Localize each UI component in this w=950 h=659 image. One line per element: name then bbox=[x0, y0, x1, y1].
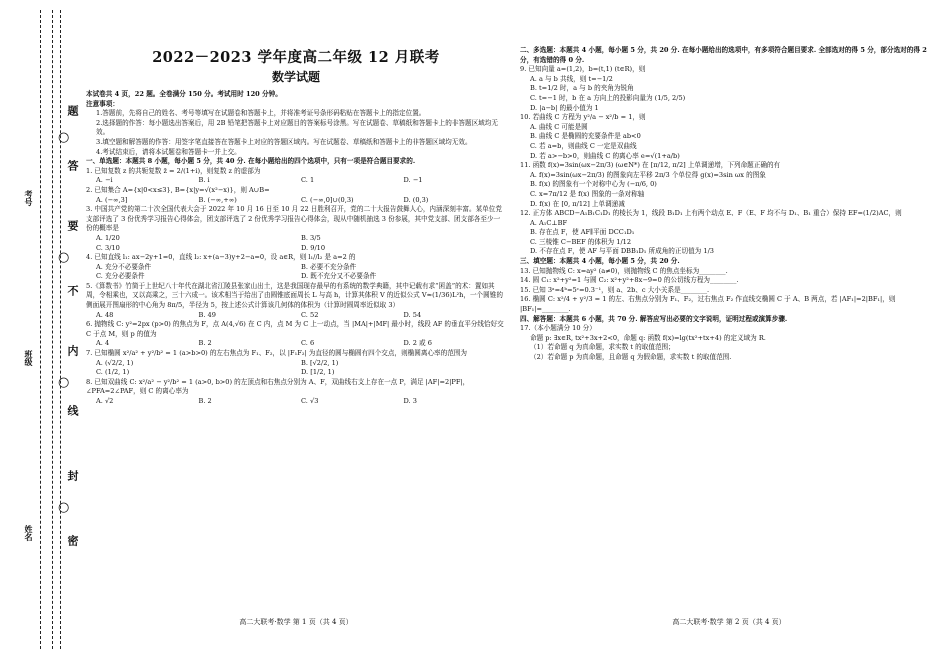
question-3: 3. 中国共产党的第二十次全国代表大会于 2022 年 10 月 16 日至 10 月 22 日胜利召开，党的二十大报告鼓舞人心，内涵深刻丰富。某单位党支部评选了 3 份优秀学习报告心得体会，团支部评选了 2 份优秀学习报告心得体会，现从中随机抽选 3 份参展，其中党支部、团支部各至少一份的概率是 bbox=[86, 205, 502, 233]
option: B. 2 bbox=[198, 397, 212, 405]
question-17-part: （1）若命题 q 为真命题，求实数 t 的取值范围； bbox=[530, 343, 675, 352]
notice-item: 1.答题前，先将自己的姓名、考号等填写在试题卷和答题卡上，并将准考证号条形码粘贴在答题卡上的指定位置。 bbox=[96, 109, 426, 118]
section-2-heading: 二、多选题：本题共 4 小题，每小题 5 分，共 20 分. 在每小题给出的选项中，有多项符合题目要求. 全部选对的得 5 分，部分选对的得 2 分，有选错的得 0 分. bbox=[520, 46, 927, 64]
option: A. 4 bbox=[96, 339, 110, 348]
option: A. 曲线 C 可能是圆 bbox=[530, 122, 588, 131]
question-17-part: （2）若命题 p 为真命题，且命题 q 为假命题，求实数 t 的取值范围. bbox=[530, 353, 732, 361]
option: D. 9/10 bbox=[301, 243, 326, 252]
option: B. 2 bbox=[198, 339, 212, 348]
option: C. 3/10 bbox=[96, 243, 120, 252]
field-line bbox=[40, 10, 41, 649]
id-field-label: 考号 bbox=[24, 190, 34, 206]
option: C. (1/2, 1) bbox=[96, 368, 130, 377]
name-field-label: 姓名 bbox=[24, 525, 34, 541]
options-7a bbox=[86, 359, 506, 369]
options-1 bbox=[86, 176, 506, 186]
option: B. 存在点 F，使 AF∥平面 DCC₁D₁ bbox=[530, 228, 635, 237]
page-2 bbox=[520, 0, 938, 363]
seal-line bbox=[52, 10, 53, 649]
option: D. f(x) 在 [0, π/12] 上单调递减 bbox=[530, 199, 625, 208]
options-4b bbox=[86, 272, 506, 282]
option: B. f(x) 的图象有一个对称中心为 (−π/6, 0) bbox=[530, 180, 657, 189]
mark-0: 题 bbox=[66, 105, 79, 116]
question-6: 6. 抛物线 C: y²=2px (p>0) 的焦点为 F，点 A(4,√6) 在 C 内，点 M 为 C 上一动点，当 |MA|+|MF| 最小时，线段 AF 的垂直平分线恰好交 C 于点 M，则 p 的值为 bbox=[86, 320, 504, 338]
option: A. −i bbox=[96, 176, 113, 185]
question-5: 5.《算数书》竹简于上世纪八十年代在湖北省江陵县张家山出土，这是我国现存最早的有系统的数学典籍，其中记载有求“囷盖”的术：置如其周，令相乘也，又以高乘之，三十六成一。该术相当于给出了由圆锥底面周长 L 与高 h，计算其体积 V 的近似公式 V≈(1/36)L²h，一个圆锥的侧面展开图扇形的中心角为 8π/5，半径为 5，按上述公式计算该几何体的体积为（计算时圆周率近似取 3） bbox=[86, 281, 503, 310]
option: A. 充分不必要条件 bbox=[96, 262, 152, 271]
option: B. (−∞,+∞) bbox=[198, 195, 237, 204]
seal-line-inner bbox=[60, 10, 61, 649]
mark-2: 要 bbox=[66, 220, 79, 231]
option: A. 1/20 bbox=[96, 233, 120, 242]
circle-mark: ○ bbox=[58, 500, 70, 515]
option: A. f(x)=3sin(ωx−2π/3) 的图象向左平移 2π/3 个单位得 g(x)=3sin ωx 的图象 bbox=[530, 170, 766, 179]
question-10: 10. 若曲线 C 方程为 y²/a − x²/b = 1，则 bbox=[520, 113, 646, 122]
options-5 bbox=[86, 311, 506, 321]
option: A. A₁C⊥BF bbox=[530, 218, 568, 227]
option: A. √2 bbox=[96, 397, 114, 405]
option: D. [1/2, 1) bbox=[301, 368, 335, 377]
option: B. 49 bbox=[198, 310, 216, 319]
options-6 bbox=[86, 339, 506, 349]
section-1-heading: 一、单选题：本题共 8 小题，每小题 5 分，共 40 分. 在每小题给出的四个选项中，只有一项是符合题目要求的. bbox=[86, 157, 416, 166]
exam-subtitle: 数学试题 bbox=[271, 70, 320, 84]
option: D. 既不充分又不必要条件 bbox=[301, 272, 377, 281]
mark-6: 封 bbox=[66, 470, 79, 481]
notice-item: 4.考试结束后，请将本试题卷和答题卡一并上交。 bbox=[96, 147, 241, 156]
notice-item: 3.填空题和解答题的作答：用签字笔直接答在答题卡上对应的答题区域内。写在试题卷、草稿纸和答题卡上的非答题区域均无效。 bbox=[96, 137, 472, 146]
option: D. −1 bbox=[403, 176, 423, 185]
question-9: 9. 已知向量 a=(1,2)，b=(t,1) (t∈R)，则 bbox=[520, 65, 646, 74]
options-4a bbox=[86, 263, 506, 273]
option: B. [√2/2, 1) bbox=[301, 358, 339, 367]
question-8: 8. 已知双曲线 C: x²/a² − y²/b² = 1 (a>0, b>0) 的左顶点和右焦点分别为 A、F，双曲线右支上存在一点 P，满足 |AF|=2|PF|，∠PFA=2∠PAF，则 C 的离心率为 bbox=[86, 377, 470, 396]
option: B. i bbox=[198, 176, 210, 185]
notice-heading: 注意事项： bbox=[86, 99, 119, 108]
question-7: 7. 已知椭圆 x²/a² + y²/b² = 1 (a>b>0) 的左右焦点为 F₁、F₂，以 |F₁F₂| 为直径的圆与椭圆有四个交点，则椭圆离心率的范围为 bbox=[86, 349, 468, 358]
option: B. 3/5 bbox=[301, 233, 321, 242]
option: C. t=−1 时，b 在 a 方向上的投影向量为 (1/5, 2/5) bbox=[530, 93, 686, 102]
question-11: 11. 函数 f(x)=3sin(ωx−2π/3) (ω∈N*) 在 [π/12, π/2] 上单调递增，下列命题正确的有 bbox=[520, 161, 781, 170]
circle-mark: ○ bbox=[58, 130, 70, 145]
option: D. 2 或 6 bbox=[403, 339, 432, 348]
option: C. 充分必要条件 bbox=[96, 272, 145, 281]
exam-title: 2022－2023 学年度高二年级 12 月联考 bbox=[152, 49, 440, 66]
option: C. (−∞,0]∪(0,3) bbox=[301, 195, 354, 204]
option: B. t=1/2 时，a 与 b 的夹角为锐角 bbox=[530, 84, 634, 93]
mark-7: 密 bbox=[66, 535, 79, 546]
option: D. 3 bbox=[403, 397, 417, 405]
option: D. |a−b| 的最小值为 1 bbox=[530, 103, 599, 112]
footer-left: 高二大联考·数学 第 1 页（共 4 页） bbox=[239, 618, 353, 626]
option: D. (0,3) bbox=[403, 195, 429, 204]
mark-5: 线 bbox=[66, 405, 79, 416]
class-field-label: 班级 bbox=[24, 350, 34, 366]
option: A. a 与 b 共线，则 t=−1/2 bbox=[530, 74, 613, 83]
option: C. 若 a=b，则曲线 C 一定是双曲线 bbox=[530, 141, 637, 150]
page-1 bbox=[86, 0, 506, 407]
option: D. 54 bbox=[403, 310, 422, 319]
question-17: 17.（本小题满分 10 分） bbox=[520, 324, 596, 333]
option: B. 必要不充分条件 bbox=[301, 262, 357, 271]
intro-text: 本试卷共 4 页，22 题。全卷满分 150 分。考试用时 120 分钟。 bbox=[86, 90, 282, 98]
option: C. 6 bbox=[301, 339, 315, 348]
question-15: 15. 已知 3ᵃ=4ᵇ=5ᶜ=0.3⁻¹，则 a、2b、c 大小关系是________. bbox=[520, 285, 710, 294]
options-3b bbox=[86, 244, 506, 254]
option: C. 52 bbox=[301, 310, 319, 319]
options-8 bbox=[86, 397, 506, 407]
question-4: 4. 已知直线 l₁: ax−2y+1=0，直线 l₂: x+(a−3)y+2−a=0，设 a∈R，则 l₁//l₂ 是 a=2 的 bbox=[86, 253, 356, 262]
options-7b bbox=[86, 368, 506, 378]
option: A. (−∞,3] bbox=[96, 195, 128, 204]
section-3-heading: 三、填空题：本题共 4 小题，每小题 5 分，共 20 分. bbox=[520, 257, 680, 266]
question-12: 12. 正方体 ABCD−A₁B₁C₁D₁ 的棱长为 1，线段 B₁D₁ 上有两个动点 E、F（E、F 均不与 D₁、B₁ 重合）保持 EF=(1/2)AC，则 bbox=[520, 209, 902, 218]
option: A. (√2/2, 1) bbox=[96, 358, 134, 367]
question-2: 2. 已知集合 A={x|0<x≤3}, B={x|y=√(x²−x)}，则 A∪B= bbox=[86, 185, 270, 194]
question-17-condition: 命题 p: ∃x∈R, tx²+3x+2<0，命题 q: 函数 f(x)=lg(tx²+tx+4) 的定义域为 R. bbox=[530, 333, 766, 342]
binding-strip bbox=[0, 0, 88, 659]
option: C. √3 bbox=[301, 397, 319, 405]
option: C. x=7π/12 是 f(x) 图象的一条对称轴 bbox=[530, 189, 645, 198]
mark-3: 不 bbox=[66, 285, 79, 296]
question-16: 16. 椭圆 C: x²/4 + y²/3 = 1 的左、右焦点分别为 F₁、F₂，过右焦点 F₂ 作直线交椭圆 C 于 A、B 两点，若 |AF₁|=2|BF₁|，则 |BF₁|=________. bbox=[520, 295, 896, 314]
notice-item: 2.选择题的作答：每小题选出答案后，用 2B 铅笔把答题卡上对应题目的答案标号涂黑。写在试题卷、草稿纸和答题卡上的非答题区域均无效。 bbox=[96, 118, 498, 137]
option: C. 三棱锥 C−BEF 的体积为 1/12 bbox=[530, 237, 632, 246]
option: B. 曲线 C 是椭圆的充要条件是 ab<0 bbox=[530, 132, 641, 141]
circle-mark: ○ bbox=[58, 250, 70, 265]
mark-1: 答 bbox=[66, 160, 79, 171]
section-4-heading: 四、解答题：本题共 6 小题，共 70 分. 解答应写出必要的文字说明，证明过程或演算步骤. bbox=[520, 314, 788, 323]
option: A. 48 bbox=[96, 310, 114, 319]
options-3a bbox=[86, 234, 506, 244]
mark-4: 内 bbox=[66, 345, 79, 356]
options-2 bbox=[86, 196, 506, 206]
option: C. 1 bbox=[301, 176, 315, 185]
question-14: 14. 圆 C₁: x²+y²=1 与圆 C₂: x²+y²+8x−9=0 的公切线方程为________. bbox=[520, 276, 739, 285]
question-1: 1. 已知复数 z 的共轭复数 z̄ = 2/(1+i)，则复数 z 的虚部为 bbox=[86, 166, 261, 175]
question-13: 13. 已知抛物线 C: x=ay² (a≠0)，则抛物线 C 的焦点坐标为________. bbox=[520, 266, 728, 275]
footer-right: 高二大联考·数学 第 2 页（共 4 页） bbox=[672, 618, 786, 626]
option: D. 若 a>−b>0，则曲线 C 的离心率 e=√(1+a/b) bbox=[530, 151, 680, 160]
circle-mark: ○ bbox=[58, 375, 70, 390]
option: D. 不存在点 F，使 AF 与平面 DBB₁D₁ 所成角的正切值为 1/3 bbox=[530, 247, 714, 256]
